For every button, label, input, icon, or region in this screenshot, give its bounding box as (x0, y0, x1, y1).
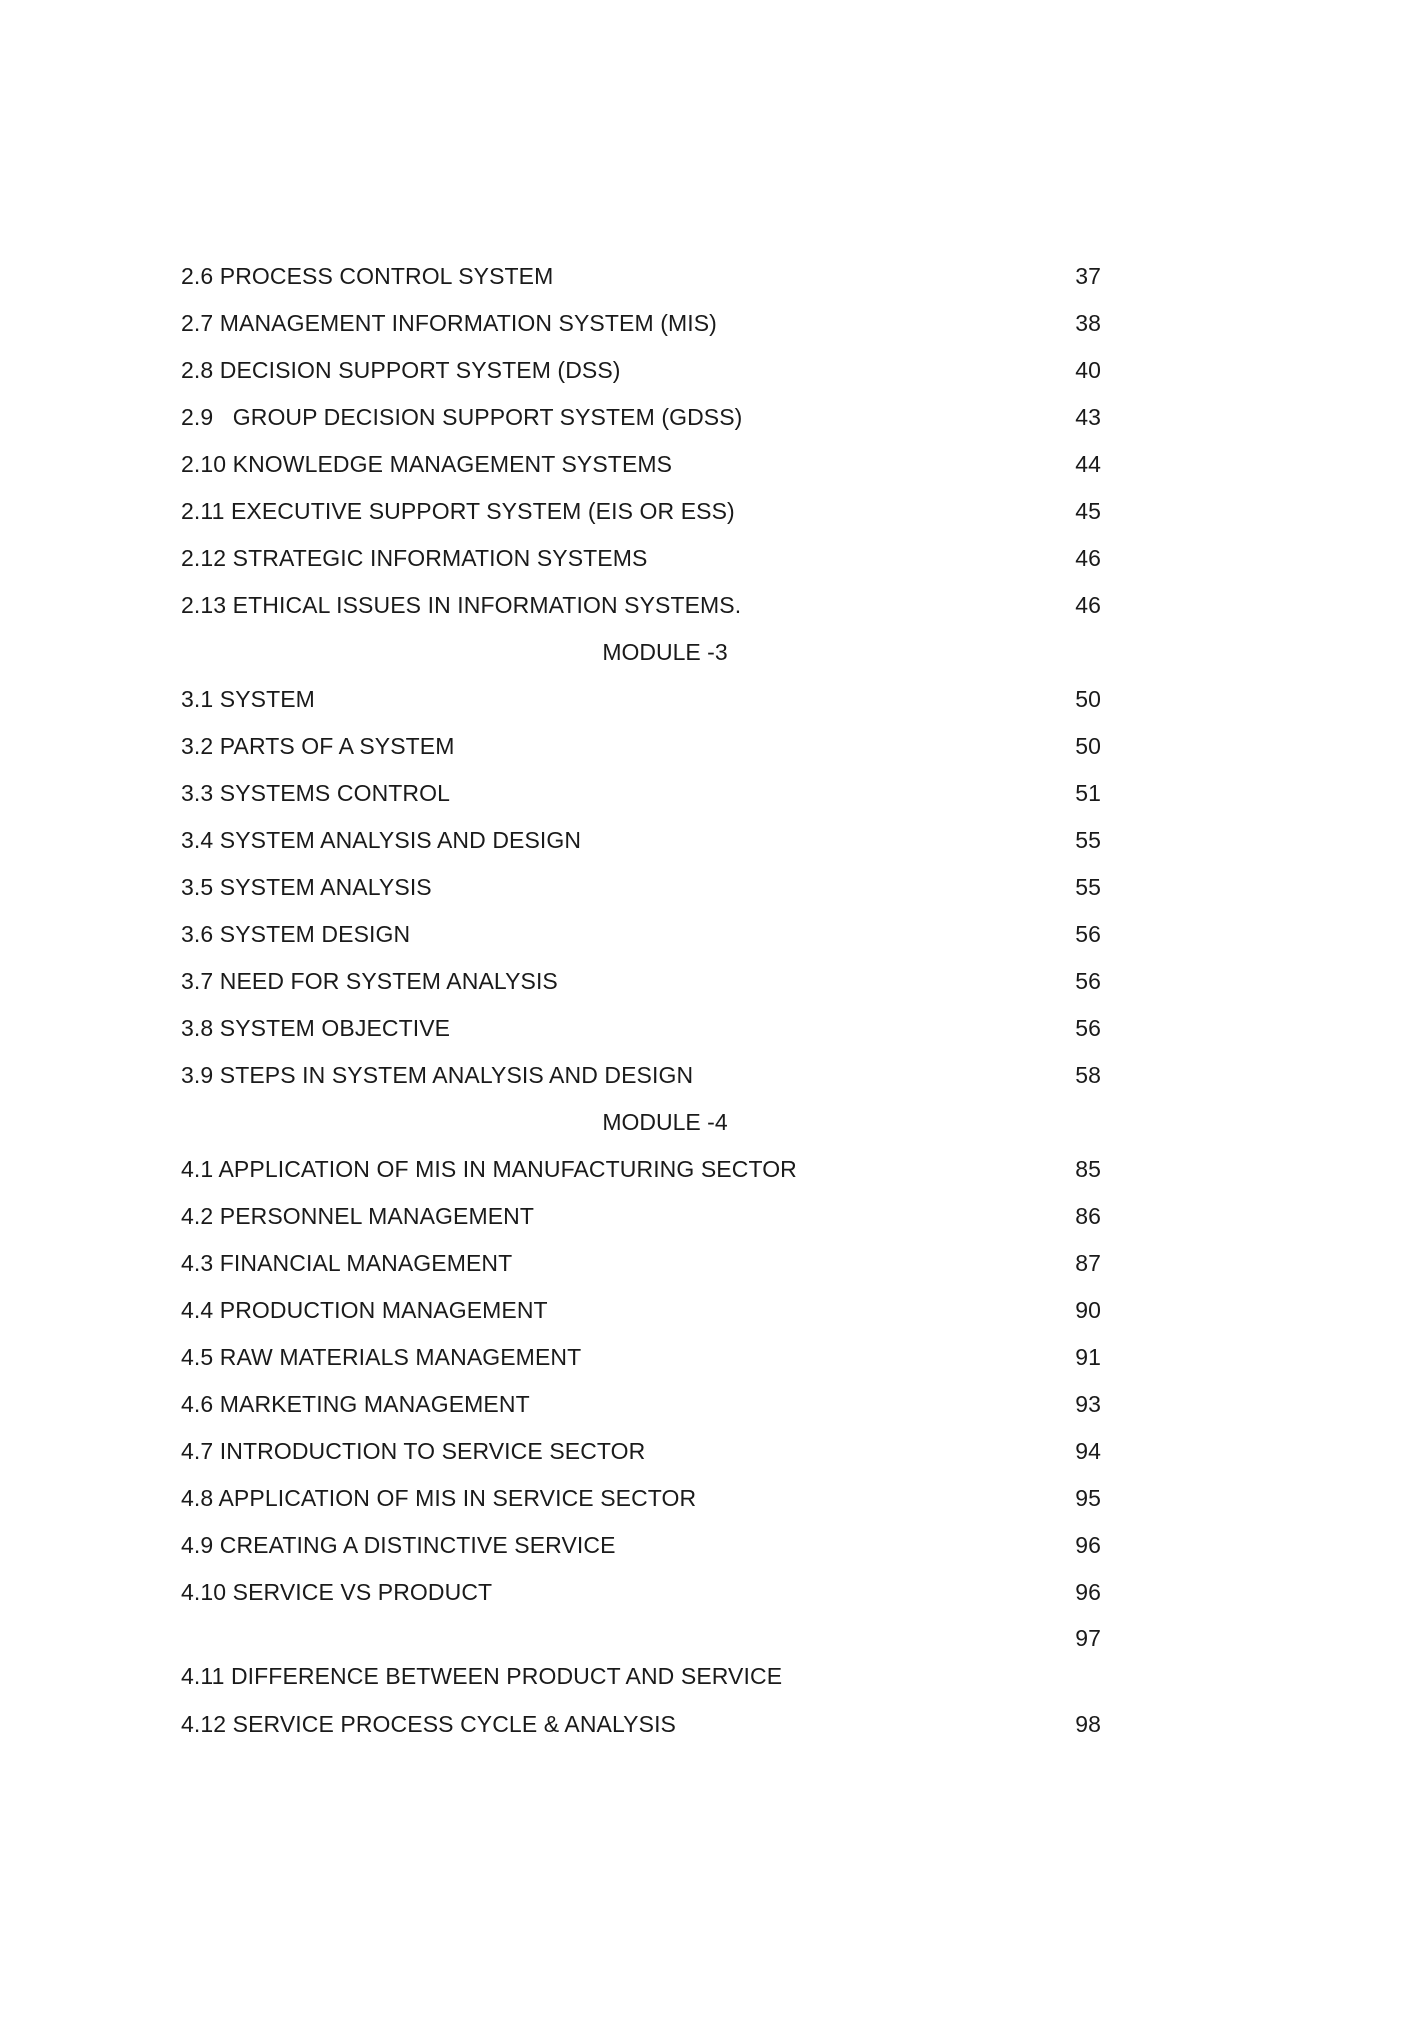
toc-entry-title: 3.9 STEPS IN SYSTEM ANALYSIS AND DESIGN (181, 1062, 694, 1088)
toc-entry-4-5[interactable] (181, 1337, 1101, 1377)
toc-entry-title: 2.9 GROUP DECISION SUPPORT SYSTEM (GDSS) (181, 404, 743, 430)
toc-entry-page: 96 (1075, 1579, 1101, 1605)
toc-entry-3-1[interactable] (181, 679, 1101, 719)
toc-entry-title: 2.11 EXECUTIVE SUPPORT SYSTEM (EIS OR ESS) (181, 498, 735, 524)
toc-entry-3-9[interactable] (181, 1055, 1101, 1095)
toc-entry-title: 3.1 SYSTEM (181, 686, 315, 712)
toc-entry-title: 4.2 PERSONNEL MANAGEMENT (181, 1203, 535, 1229)
toc-entry-page: 93 (1075, 1391, 1101, 1417)
toc-entry-page: 50 (1075, 686, 1101, 712)
toc-entry-title: 4.9 CREATING A DISTINCTIVE SERVICE (181, 1532, 616, 1558)
toc-entry-title: 2.12 STRATEGIC INFORMATION SYSTEMS (181, 545, 648, 571)
toc-entry-title: 4.10 SERVICE VS PRODUCT (181, 1579, 493, 1605)
toc-entry-page: 97 (1075, 1625, 1101, 1651)
toc-entry-page: 85 (1075, 1156, 1101, 1182)
toc-entry-title: 4.8 APPLICATION OF MIS IN SERVICE SECTOR (181, 1485, 697, 1511)
toc-entry-3-3[interactable] (181, 773, 1101, 813)
toc-entry-4-1[interactable] (181, 1149, 1101, 1189)
toc-entry-title: 4.11 DIFFERENCE BETWEEN PRODUCT AND SERVICE (181, 1663, 783, 1689)
toc-entry-3-4[interactable] (181, 820, 1101, 860)
toc-entry-title: 4.5 RAW MATERIALS MANAGEMENT (181, 1344, 582, 1370)
toc-entry-4-9[interactable] (181, 1525, 1101, 1565)
toc-entry-title: 4.3 FINANCIAL MANAGEMENT (181, 1250, 513, 1276)
toc-entry-4-12[interactable] (181, 1704, 1101, 1744)
toc-entry-title: 2.7 MANAGEMENT INFORMATION SYSTEM (MIS) (181, 310, 717, 336)
toc-entry-2-12[interactable] (181, 538, 1101, 578)
toc-entry-title: 3.2 PARTS OF A SYSTEM (181, 733, 455, 759)
toc-entry-page: 38 (1075, 310, 1101, 336)
toc-entry-title: 4.7 INTRODUCTION TO SERVICE SECTOR (181, 1438, 646, 1464)
toc-entry-4-7[interactable] (181, 1431, 1101, 1471)
module-4-heading: MODULE -4 (602, 1109, 728, 1135)
toc-entry-page: 55 (1075, 874, 1101, 900)
toc-entry-page: 56 (1075, 921, 1101, 947)
toc-entry-title: 2.13 ETHICAL ISSUES IN INFORMATION SYSTEMS. (181, 592, 742, 618)
toc-entry-2-11[interactable] (181, 491, 1101, 531)
toc-entry-title: 4.6 MARKETING MANAGEMENT (181, 1391, 530, 1417)
toc-entry-4-4[interactable] (181, 1290, 1101, 1330)
toc-entry-4-11[interactable] (181, 1620, 1101, 1689)
toc-entry-title: 3.6 SYSTEM DESIGN (181, 921, 411, 947)
toc-entry-page: 45 (1075, 498, 1101, 524)
toc-entry-page: 98 (1075, 1711, 1101, 1737)
toc-entry-page: 40 (1075, 357, 1101, 383)
toc-entry-2-13[interactable] (181, 585, 1101, 625)
toc-entry-4-10[interactable] (181, 1572, 1101, 1612)
toc-entry-2-9[interactable] (181, 397, 1101, 437)
toc-entry-page: 37 (1075, 263, 1101, 289)
toc-entry-title: 2.8 DECISION SUPPORT SYSTEM (DSS) (181, 357, 621, 383)
toc-entry-title: 3.7 NEED FOR SYSTEM ANALYSIS (181, 968, 558, 994)
toc-entry-page: 91 (1075, 1344, 1101, 1370)
toc-entry-page: 44 (1075, 451, 1101, 477)
toc-entry-title: 3.4 SYSTEM ANALYSIS AND DESIGN (181, 827, 582, 853)
toc-entry-4-3[interactable] (181, 1243, 1101, 1283)
toc-entry-3-6[interactable] (181, 914, 1101, 954)
toc-entry-2-10[interactable] (181, 444, 1101, 484)
toc-entry-3-7[interactable] (181, 961, 1101, 1001)
toc-entry-page: 46 (1075, 545, 1101, 571)
toc-entry-2-8[interactable] (181, 350, 1101, 390)
toc-entry-page: 94 (1075, 1438, 1101, 1464)
toc-entry-title: 4.1 APPLICATION OF MIS IN MANUFACTURING SECTOR (181, 1156, 797, 1182)
toc-entry-title: 4.12 SERVICE PROCESS CYCLE & ANALYSIS (181, 1711, 676, 1737)
toc-entry-title: 3.8 SYSTEM OBJECTIVE (181, 1015, 451, 1041)
toc-entry-page: 51 (1075, 780, 1101, 806)
toc-entry-2-7[interactable] (181, 303, 1101, 343)
toc-entry-page: 43 (1075, 404, 1101, 430)
toc-entry-3-8[interactable] (181, 1008, 1101, 1048)
toc-entry-title: 2.10 KNOWLEDGE MANAGEMENT SYSTEMS (181, 451, 673, 477)
toc-entry-4-8[interactable] (181, 1478, 1101, 1518)
toc-entry-title: 4.4 PRODUCTION MANAGEMENT (181, 1297, 548, 1323)
toc-entry-page: 58 (1075, 1062, 1101, 1088)
toc-entry-4-6[interactable] (181, 1384, 1101, 1424)
toc-entry-page: 56 (1075, 968, 1101, 994)
toc-entry-title: 3.3 SYSTEMS CONTROL (181, 780, 451, 806)
toc-entry-3-5[interactable] (181, 867, 1101, 907)
module-3-heading: MODULE -3 (602, 639, 728, 665)
toc-entry-page: 95 (1075, 1485, 1101, 1511)
toc-entry-title: 2.6 PROCESS CONTROL SYSTEM (181, 263, 554, 289)
toc-entry-page: 87 (1075, 1250, 1101, 1276)
toc-entry-4-2[interactable] (181, 1196, 1101, 1236)
toc-entry-page: 55 (1075, 827, 1101, 853)
toc-entry-3-2[interactable] (181, 726, 1101, 766)
toc-entry-page: 46 (1075, 592, 1101, 618)
toc-entry-page: 50 (1075, 733, 1101, 759)
toc-entry-title: 3.5 SYSTEM ANALYSIS (181, 874, 432, 900)
toc-entry-page: 96 (1075, 1532, 1101, 1558)
toc-entry-2-6[interactable] (181, 256, 1101, 296)
toc-entry-page: 90 (1075, 1297, 1101, 1323)
toc-entry-page: 56 (1075, 1015, 1101, 1041)
toc-entry-page: 86 (1075, 1203, 1101, 1229)
